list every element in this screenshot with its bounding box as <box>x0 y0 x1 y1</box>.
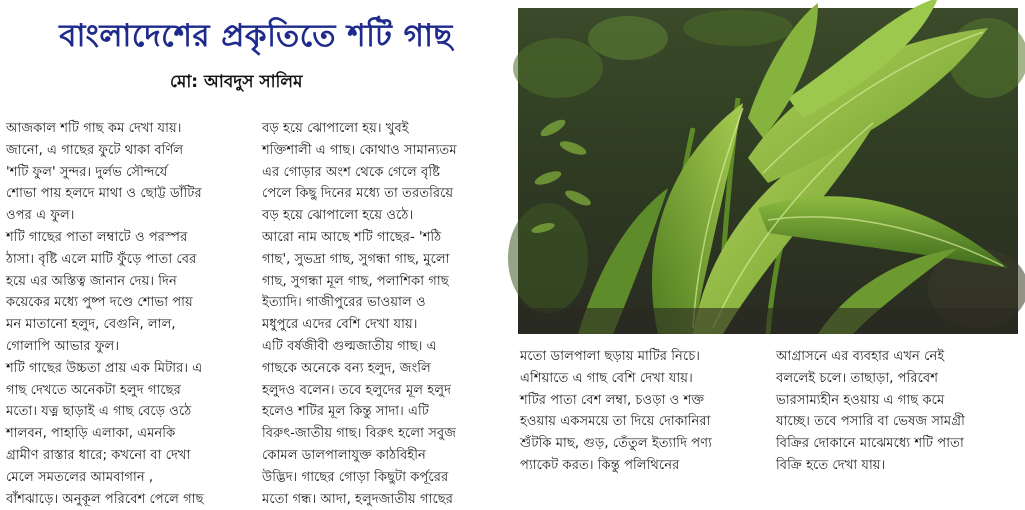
text-column-3 <box>520 346 760 477</box>
text-line: জানো, এ গাছের ফুটে থাকা বর্ণিল <box>6 142 184 158</box>
text-line: কোমল ডালপালাযুক্ত কাঠবিহীন <box>262 447 426 463</box>
article-title: বাংলাদেশের প্রকৃতিতে শটি গাছ <box>59 18 453 54</box>
text-line: শুঁটকি মাছ, গুড়, তেঁতুল ইত্যাদি পণ্য <box>520 436 712 452</box>
text-line: বাঁশঝাড়ে। অনুকূল পরিবেশ পেলে গাছ <box>6 491 204 507</box>
text-line: হয়ে এর অস্তিত্ব জানান দেয়। দিন <box>6 273 177 289</box>
text-line: শটির পাতা বেশ লম্বা, চওড়া ও শক্ত <box>520 392 705 408</box>
text-line: হওয়ায় একসময়ে তা দিয়ে দোকানিরা <box>520 414 711 430</box>
text-line: 'শটি ফুল' সুন্দর। দুর্লভ সৌন্দর্যে <box>6 164 168 180</box>
text-line: এর গোড়ার অংশ থেকে গেলে বৃষ্টি <box>262 164 441 180</box>
text-line: যাচ্ছে। তবে পসারি বা ভেষজ সামগ্রী <box>776 414 965 430</box>
text-line: শক্তিশালী এ গাছ। কোথাও সামান্যতম <box>262 142 457 158</box>
text-line: ওপর এ ফুল। <box>6 208 75 224</box>
text-line: শটি গাছের পাতা লম্বাটে ও পরস্পর <box>6 229 188 245</box>
text-line: বড় হয়ে ঝোপালো হয়। খুবই <box>262 121 409 136</box>
text-line: শালবন, পাহাড়ি এলাকা, এমনকি <box>6 426 176 442</box>
text-line: পেলে কিছু দিনের মধ্যে তা তরতরিয়ে <box>262 186 454 202</box>
text-line: বিরুৎ-জাতীয় গাছ। বিরুৎ হলো সবুজ <box>262 426 457 442</box>
text-line: গোলাপি আভার ফুল। <box>6 338 120 354</box>
text-line: আগ্রাসনে এর ব্যবহার এখন নেই <box>776 349 945 364</box>
plant-photo <box>518 8 1018 334</box>
text-line: বিক্রি হতে দেখা যায়। <box>776 457 886 473</box>
article-author: মো: আবদুস সালিম <box>170 72 303 92</box>
text-line: গাছকে অনেকে বন্য হলুদ, জংলি <box>262 360 431 376</box>
text-line: উদ্ভিদ। গাছের গোড়া কিছুটা কর্পূরের <box>262 469 449 485</box>
text-line: কয়েকের মধ্যে পুষ্প দণ্ডে শোভা পায় <box>6 295 193 311</box>
text-line: ইত্যাদি। গাজীপুরের ভাওয়াল ও <box>262 295 426 311</box>
shoti-plant-image <box>518 8 1018 334</box>
text-line: প্যাকেট করত। কিন্তু পলিথিনের <box>520 457 680 473</box>
text-line: আরো নাম আছে শটি গাছের- 'শঠি <box>262 229 442 245</box>
text-line: ভারসাম্যহীন হওয়ায় এ গাছ কমে <box>776 392 945 408</box>
text-line: ঠাসা। বৃষ্টি এলে মাটি ফুঁড়ে পাতা বের <box>6 251 197 267</box>
text-line: মতো ডালপালা ছড়ায় মাটির নিচে। <box>520 349 701 364</box>
text-line: এশিয়াতে এ গাছ বেশি দেখা যায়। <box>520 370 693 386</box>
text-line: মধুপুরে এদের বেশি দেখা যায়। <box>262 317 418 333</box>
text-line: গাছ', সুভদ্রা গাছ, সুগন্ধা গাছ, মুলো <box>262 251 450 267</box>
text-line: মতো গন্ধ। আদা, হলুদজাতীয় গাছের <box>262 491 453 507</box>
text-line: মেলে সমতলের আমবাগান , <box>6 469 154 485</box>
text-line: মন মাতানো হলুদ, বেগুনি, লাল, <box>6 317 176 333</box>
text-line: শোভা পায় হলদে মাথা ও ছোট্ট ডাঁটির <box>6 186 202 202</box>
text-line: হলুদও বলেন। তবে হলুদের মূল হলুদ <box>262 382 452 398</box>
text-line: এটি বর্ষজীবী গুল্মজাতীয় গাছ। এ <box>262 338 437 354</box>
text-line: আজকাল শটি গাছ কম দেখা যায়। <box>6 121 182 136</box>
text-line: বড় হয়ে ঝোপালো হয়ে ওঠে। <box>262 208 414 224</box>
text-column-4 <box>776 346 1016 477</box>
text-line: গাছ, সুগন্ধা মূল গাছ, পলাশিকা গাছ <box>262 273 449 289</box>
text-column-2 <box>262 118 502 510</box>
text-line: বিক্রির দোকানে মাঝেমধ্যে শটি পাতা <box>776 436 964 452</box>
text-line: হলেও শটির মূল কিন্তু সাদা। এটি <box>262 404 429 420</box>
text-line: বললেই চলে। তাছাড়া, পরিবেশ <box>776 370 939 386</box>
text-line: শটি গাছের উচ্চতা প্রায় এক মিটার। এ <box>6 360 203 376</box>
text-line: মতো। যত্ন ছাড়াই এ গাছ বেড়ে ওঠে <box>6 404 192 420</box>
text-column-1 <box>6 118 244 510</box>
text-line: গ্রামীণ রাস্তার ধারে; কখনো বা দেখা <box>6 447 191 463</box>
text-line: গাছ দেখতে অনেকটা হলুদ গাছের <box>6 382 181 398</box>
